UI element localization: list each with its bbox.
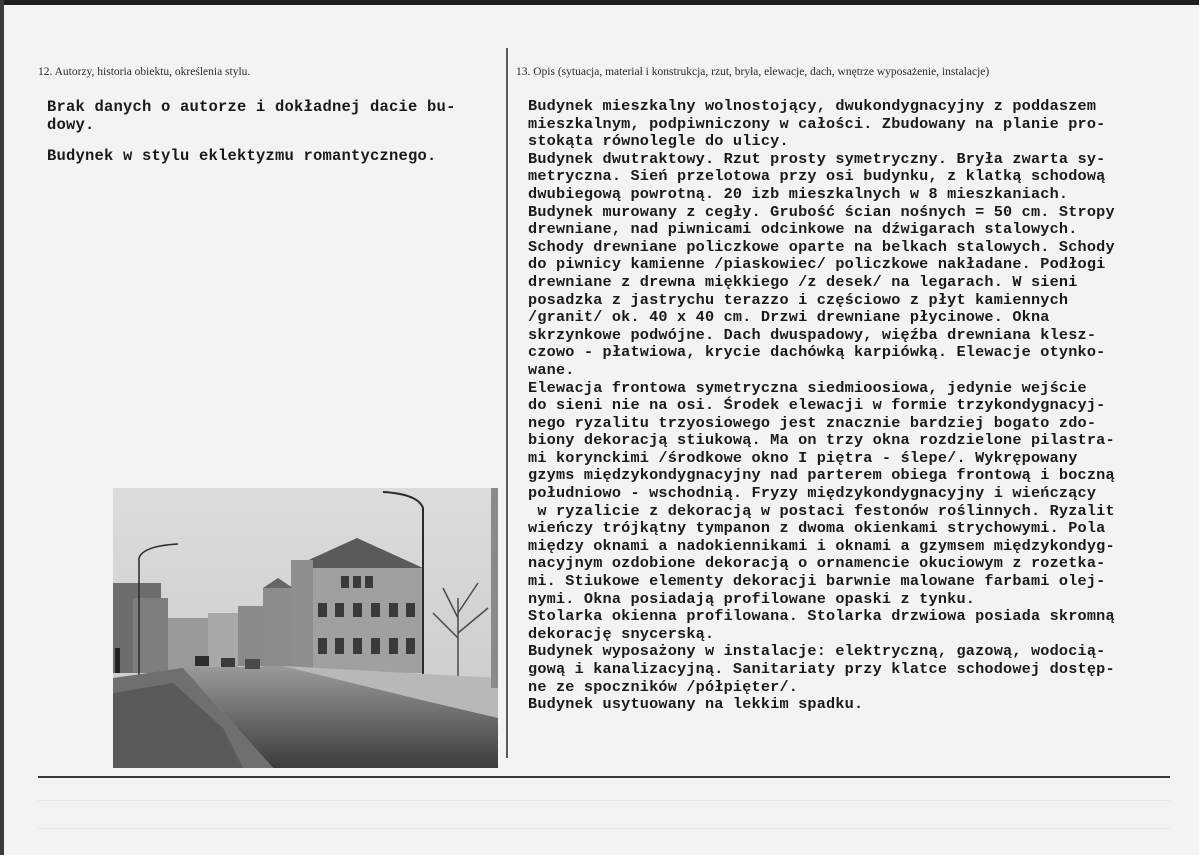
- section-13-text: [528, 98, 1178, 714]
- description-line: dwubiegową powrotną. 20 izb mieszkalnych w 8 mieszkaniach.: [528, 184, 1069, 203]
- description-line: do piwnicy kamienne /piaskowiec/ policzkowe nakładane. Podłogi: [528, 255, 1106, 274]
- style-paragraph: Budynek w stylu eklektyzmu romantycznego.: [47, 147, 437, 165]
- description-line: skrzynkowe podwójne. Dach dwuspadowy, więźba drewniana klesz-: [528, 325, 1097, 344]
- left-edge: [0, 0, 4, 855]
- description-line: wane.: [528, 360, 575, 379]
- description-line: Budynek murowany z cegły. Grubość ścian nośnych = 50 cm. Stropy: [528, 202, 1115, 221]
- description-line: mi korynckimi /środkowe okno I piętra - ślepe/. Wykrępowany: [528, 448, 1078, 467]
- description-line: Budynek usytuowany na lekkim spadku.: [528, 695, 864, 714]
- description-line: stokąta równolegle do ulicy.: [528, 132, 789, 151]
- description-line: mi. Stiukowe elementy dekoracji barwnie malowane farbami olej-: [528, 572, 1106, 591]
- description-line: Budynek mieszkalny wolnostojący, dwukondygnacyjny z poddaszem: [528, 97, 1097, 115]
- author-paragraph: Brak danych o autorze i dokładnej dacie bu- dowy.: [47, 98, 456, 134]
- top-edge: [0, 0, 1199, 5]
- description-line: Schody drewniane policzkowe oparte na belkach stalowych. Schody: [528, 237, 1115, 256]
- description-line: posadzka z jastrychu terazzo i częściowo z płyt kamiennych: [528, 290, 1069, 309]
- description-line: drewniane, nad piwnicami odcinkowe na dźwigarach stalowych.: [528, 220, 1078, 239]
- description-line: gową i kanalizacyjną. Sanitariaty przy klatce schodowej dostęp-: [528, 660, 1115, 678]
- description-line: czowo - płatwiowa, krycie dachówką karpiówką. Elewacje otynko-: [528, 343, 1106, 362]
- description-line: metryczna. Sień przelotowa przy osi budynku, z klatką schodową: [528, 167, 1106, 186]
- description-line: Stolarka okienna profilowana. Stolarka drzwiowa posiada skromną: [528, 607, 1115, 626]
- description-line: drewniane z drewna miękkiego /z desek/ na legarach. W sieni: [528, 272, 1078, 291]
- description-line: Elewacja frontowa symetryczna siedmioosiowa, jedynie wejście: [528, 378, 1087, 397]
- description-line: Budynek dwutraktowy. Rzut prosty symetryczny. Bryła zwarta sy-: [528, 149, 1106, 168]
- description-line: dekorację snycerską.: [528, 624, 715, 643]
- description-line: wieńczy trójkątny tympanon z dwoma okienkami strychowymi. Pola: [528, 519, 1106, 538]
- section-12-header: 12. Autorzy, historia obiektu, określenia stylu.: [38, 66, 251, 78]
- description-line: /granit/ ok. 40 x 40 cm. Drzwi drewniane płycinowe. Okna: [528, 308, 1050, 327]
- description-line: południowo - wschodnią. Fryzy międzykondygnacyjny i wieńczący: [528, 484, 1097, 503]
- description-line: nego ryzalitu trzyosiowego jest znacznie bardziej bogato zdo-: [528, 413, 1097, 432]
- description-line: nacyjnym ozdobione dekoracją o ornamencie okuciowym z rozetka-: [528, 554, 1106, 573]
- description-line: gzyms międzykondygnacyjny nad parterem obiega frontową i boczną: [528, 466, 1115, 485]
- description-line: nymi. Okna posiadają profilowane opaski z tynku.: [528, 589, 976, 608]
- description-line: ne ze spoczników /półpięter/.: [528, 677, 799, 696]
- description-line: między oknami a nadokiennikami i oknami a gzymsem międzykondyg-: [528, 536, 1115, 555]
- section-12-text: [47, 98, 497, 178]
- description-line: Budynek wyposażony w instalacje: elektryczną, gazową, wodocią-: [528, 642, 1106, 661]
- description-line: do sieni nie na osi. Środek elewacji w formie trzykondygnacyj-: [528, 396, 1106, 415]
- description-line: w ryzalicie z dekoracją w postaci festonów roślinnych. Ryzalit: [528, 501, 1115, 520]
- description-line: biony dekoracją stiukową. Ma on trzy okna rozdzielone pilastra-: [528, 431, 1115, 450]
- section-13-header: 13. Opis (sytuacja, materiał i konstrukcja, rzut, bryła, elewacje, dach, wnętrze wyposażenie, instalacje): [516, 66, 990, 78]
- description-line: mieszkalnym, podpiwniczony w całości. Zbudowany na planie pro-: [528, 114, 1106, 133]
- bottom-rule: [38, 776, 1170, 778]
- column-divider: [506, 48, 508, 758]
- photograph-street-building-icon: [113, 488, 498, 768]
- building-photograph: [113, 488, 498, 768]
